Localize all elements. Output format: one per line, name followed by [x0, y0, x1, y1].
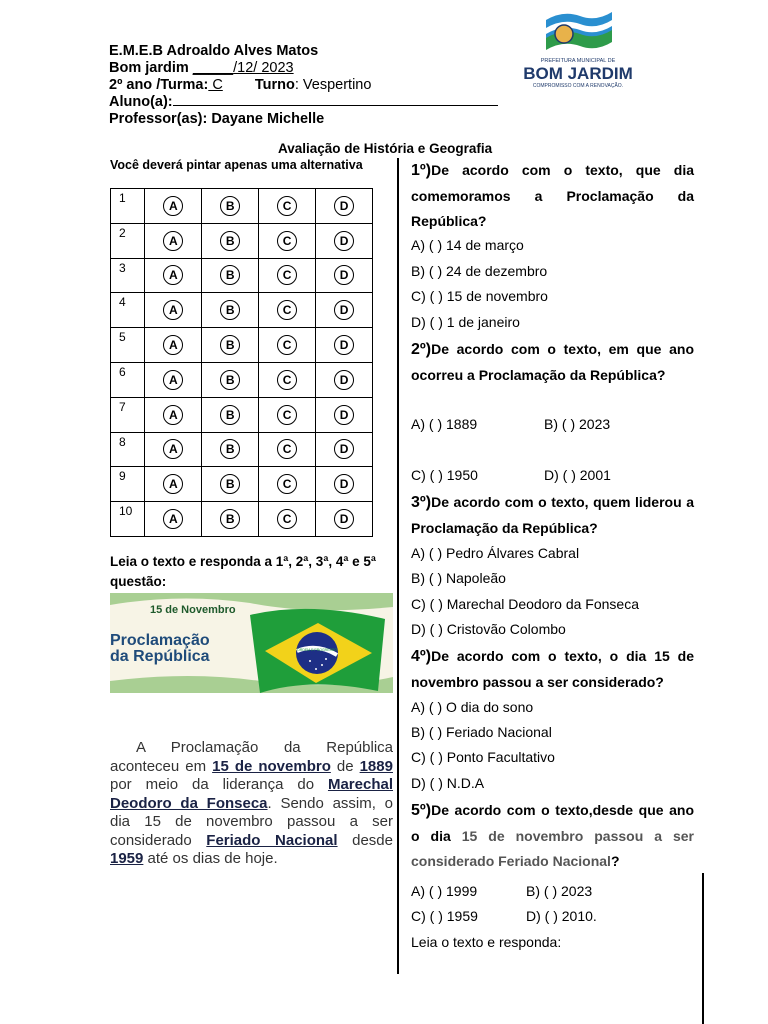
answer-bubble-d[interactable]: D — [334, 405, 354, 425]
right-border-line — [702, 873, 704, 1024]
answer-grid-row — [111, 432, 373, 467]
row-number-cell — [111, 328, 145, 363]
answer-grid-row — [111, 189, 373, 224]
answer-cell — [202, 258, 259, 293]
answer-cell — [202, 502, 259, 537]
date-label: Bom jardim — [109, 60, 189, 76]
answer-cell — [316, 362, 373, 397]
row-number: 10 — [119, 504, 133, 519]
answer-cell — [259, 432, 316, 467]
passage-text: de — [330, 757, 360, 775]
question-2 — [411, 337, 694, 388]
proclamation-banner — [110, 593, 393, 693]
answer-bubble-c[interactable]: C — [277, 231, 297, 251]
answer-cell — [259, 223, 316, 258]
question-text-highlight: 15 de novembro passou a ser considerado Feriado Nacional — [411, 827, 695, 869]
answer-cell — [259, 362, 316, 397]
answer-bubble-c[interactable]: C — [277, 196, 297, 216]
reading-prompt: Leia o texto e responda a 1ª, 2ª, 3ª, 4ª e 5ª questão: — [110, 554, 376, 589]
q1-option-d[interactable]: D) ( ) 1 de janeiro — [411, 314, 520, 330]
answer-bubble-b[interactable]: B — [220, 196, 240, 216]
question-number: 1º) — [411, 162, 432, 179]
q3-option-b[interactable]: B) ( ) Napoleão — [411, 570, 506, 586]
answer-bubble-d[interactable]: D — [334, 265, 354, 285]
answer-cell — [202, 328, 259, 363]
passage-text: por meio da liderança do — [110, 776, 328, 793]
answer-cell — [202, 467, 259, 502]
q5-option-c[interactable]: C) ( ) 1959 — [411, 908, 478, 924]
question-number: 2º) — [411, 341, 432, 358]
answer-bubble-c[interactable]: C — [277, 370, 297, 390]
answer-grid-row — [111, 223, 373, 258]
answer-cell — [145, 189, 202, 224]
answer-bubble-a[interactable]: A — [163, 300, 183, 320]
question-text: De acordo com o texto,desde que ano o dia — [411, 802, 694, 844]
answer-cell — [145, 328, 202, 363]
answer-cell — [316, 293, 373, 328]
question-text: ? — [610, 853, 620, 869]
q1-option-a[interactable]: A) ( ) 14 de março — [411, 237, 524, 253]
q3-option-c[interactable]: C) ( ) Marechal Deodoro da Fonseca — [411, 596, 639, 612]
student-line — [109, 94, 498, 111]
city-hall-logo — [508, 6, 648, 96]
answer-cell — [316, 223, 373, 258]
class-value: C — [208, 77, 223, 93]
question-number: 5º) — [411, 802, 432, 819]
answer-bubble-b[interactable]: B — [220, 335, 240, 355]
answer-cell — [145, 293, 202, 328]
answer-cell — [202, 223, 259, 258]
q5-option-b[interactable]: B) ( ) 2023 — [526, 883, 593, 899]
answer-cell — [145, 258, 202, 293]
answer-grid — [110, 188, 373, 537]
row-number-cell — [111, 223, 145, 258]
answer-bubble-c[interactable]: C — [277, 405, 297, 425]
answer-bubble-d[interactable]: D — [334, 231, 354, 251]
question-5 — [411, 798, 694, 875]
answer-cell — [259, 189, 316, 224]
row-number: 6 — [119, 364, 126, 379]
answer-cell — [316, 502, 373, 537]
row-number: 3 — [119, 260, 126, 275]
logo-name: BOM JARDIM — [523, 64, 633, 83]
answer-bubble-c[interactable]: C — [277, 439, 297, 459]
student-name-field[interactable] — [173, 94, 498, 106]
answer-grid-row — [111, 293, 373, 328]
answer-cell — [202, 362, 259, 397]
answer-bubble-a[interactable]: A — [163, 405, 183, 425]
answer-cell — [316, 258, 373, 293]
answer-bubble-b[interactable]: B — [220, 231, 240, 251]
date-value: /12/ 2023 — [233, 60, 294, 76]
answer-bubble-b[interactable]: B — [220, 265, 240, 285]
answer-cell — [202, 189, 259, 224]
date-line — [109, 60, 294, 77]
q4-option-c[interactable]: C) ( ) Ponto Facultativo — [411, 749, 555, 765]
answer-cell — [316, 467, 373, 502]
answer-bubble-a[interactable]: A — [163, 265, 183, 285]
question-text: De acordo com o texto, que dia comemoramos a Proclamação da República? — [411, 162, 694, 229]
banner-date: 15 de Novembro — [150, 604, 236, 616]
row-number-cell — [111, 397, 145, 432]
question-text: De acordo com o texto, quem liderou a Proclamação da República? — [411, 494, 694, 536]
answer-bubble-d[interactable]: D — [334, 509, 354, 529]
answer-bubble-a[interactable]: A — [163, 335, 183, 355]
passage-highlight: 15 de novembro — [212, 757, 331, 775]
answer-bubble-a[interactable]: A — [163, 370, 183, 390]
logo-line1: PREFEITURA MUNICIPAL DE — [540, 58, 616, 64]
answer-cell — [259, 502, 316, 537]
q3-option-a[interactable]: A) ( ) Pedro Álvares Cabral — [411, 545, 580, 561]
answer-bubble-a[interactable]: A — [163, 509, 183, 529]
answer-grid-row — [111, 328, 373, 363]
answer-cell — [259, 293, 316, 328]
question-4 — [411, 644, 694, 695]
answer-bubble-c[interactable]: C — [277, 509, 297, 529]
footer-prompt: Leia o texto e responda: — [411, 934, 562, 950]
q4-option-b[interactable]: B) ( ) Feriado Nacional — [411, 724, 552, 740]
answer-cell — [202, 432, 259, 467]
passage-highlight: 1889 — [359, 757, 393, 775]
q2-option-b[interactable]: B) ( ) 2023 — [544, 416, 611, 432]
answer-cell — [316, 397, 373, 432]
flag-emblem-icon — [546, 12, 612, 50]
question-3 — [411, 490, 694, 541]
row-number-cell — [111, 432, 145, 467]
passage-text: A Proclamação da República aconteceu em — [110, 739, 393, 775]
answer-grid-row — [111, 397, 373, 432]
passage-text: até os dias de hoje. — [143, 850, 278, 867]
answer-bubble-d[interactable]: D — [334, 300, 354, 320]
row-number-cell — [111, 362, 145, 397]
passage-highlight: 1959 — [110, 850, 144, 867]
answer-bubble-d[interactable]: D — [334, 196, 354, 216]
instruction-text: Você deverá pintar apenas uma alternativa — [110, 158, 363, 172]
question-number: 3º) — [411, 494, 432, 511]
answer-bubble-a[interactable]: A — [163, 231, 183, 251]
answer-cell — [259, 397, 316, 432]
row-number-cell — [111, 502, 145, 537]
question-number: 4º) — [411, 648, 432, 665]
passage-text: desde — [337, 831, 393, 849]
passage-highlight: Marechal Deodoro da Fonseca — [110, 776, 393, 812]
answer-cell — [145, 397, 202, 432]
answer-cell — [202, 397, 259, 432]
q1-option-b[interactable]: B) ( ) 24 de dezembro — [411, 263, 548, 279]
shift-value: : Vespertino — [294, 77, 372, 93]
answer-grid-row — [111, 502, 373, 537]
answer-bubble-d[interactable]: D — [334, 439, 354, 459]
answer-cell — [145, 467, 202, 502]
answer-cell — [259, 467, 316, 502]
answer-bubble-b[interactable]: B — [220, 439, 240, 459]
answer-bubble-d[interactable]: D — [334, 335, 354, 355]
page-title: Avaliação de História e Geografia — [278, 141, 493, 156]
answer-bubble-b[interactable]: B — [220, 509, 240, 529]
answer-grid-row — [111, 467, 373, 502]
q1-option-c[interactable]: C) ( ) 15 de novembro — [411, 288, 548, 304]
q5-option-d[interactable]: D) ( ) 2010. — [526, 908, 597, 924]
answer-bubble-b[interactable]: B — [220, 405, 240, 425]
answer-bubble-d[interactable]: D — [334, 370, 354, 390]
logo-tagline: COMPROMISSO COM A RENOVAÇÃO. — [532, 83, 624, 89]
answer-bubble-d[interactable]: D — [334, 474, 354, 494]
row-number: 9 — [119, 469, 126, 484]
answer-bubble-c[interactable]: C — [277, 474, 297, 494]
grade-line — [109, 77, 371, 94]
student-label: Aluno(a): — [109, 94, 173, 110]
question-1 — [411, 158, 694, 235]
answer-bubble-a[interactable]: A — [163, 474, 183, 494]
answer-cell — [145, 362, 202, 397]
answer-grid-row — [111, 258, 373, 293]
answer-bubble-a[interactable]: A — [163, 439, 183, 459]
row-number: 8 — [119, 434, 126, 449]
answer-cell — [202, 293, 259, 328]
reading-passage — [110, 739, 393, 869]
teacher-line: Professor(as): Dayane Michelle — [109, 111, 325, 127]
question-text: De acordo com o texto, em que ano ocorreu a Proclamação da República? — [411, 341, 694, 383]
answer-cell — [145, 223, 202, 258]
q2-option-a[interactable]: A) ( ) 1889 — [411, 416, 478, 432]
row-number-cell — [111, 467, 145, 502]
q4-option-d[interactable]: D) ( ) N.D.A — [411, 775, 485, 791]
school-name: E.M.E.B Adroaldo Alves Matos — [109, 43, 319, 59]
row-number: 1 — [119, 191, 126, 205]
answer-cell — [316, 328, 373, 363]
answer-bubble-c[interactable]: C — [277, 300, 297, 320]
q2-option-c[interactable]: C) ( ) 1950 — [411, 467, 478, 483]
column-divider — [397, 158, 399, 974]
row-number: 5 — [119, 330, 126, 345]
row-number-cell — [111, 293, 145, 328]
shift-label: Turno — [254, 77, 295, 93]
row-number-cell — [111, 258, 145, 293]
q4-option-a[interactable]: A) ( ) O dia do sono — [411, 699, 534, 715]
answer-cell — [316, 189, 373, 224]
row-number: 4 — [119, 295, 126, 310]
answer-cell — [259, 258, 316, 293]
flag-motto: ORDEM E PROGRESSO — [297, 648, 337, 652]
answer-bubble-b[interactable]: B — [220, 300, 240, 320]
q2-option-d[interactable]: D) ( ) 2001 — [544, 467, 611, 483]
answer-cell — [316, 432, 373, 467]
answer-bubble-c[interactable]: C — [277, 335, 297, 355]
date-blank[interactable]: _____ — [192, 60, 234, 76]
answer-bubble-b[interactable]: B — [220, 474, 240, 494]
passage-highlight: Feriado Nacional — [206, 831, 338, 849]
answer-bubble-a[interactable]: A — [163, 196, 183, 216]
brazil-flag-icon — [250, 609, 385, 693]
q5-option-a[interactable]: A) ( ) 1999 — [411, 883, 478, 899]
answer-cell — [145, 502, 202, 537]
banner-title-line1: Proclamação — [110, 632, 210, 649]
answer-cell — [145, 432, 202, 467]
row-number: 2 — [119, 225, 126, 240]
row-number-cell — [111, 189, 145, 224]
grade-label: 2º ano /Turma: — [109, 77, 209, 93]
passage-text: . Sendo assim, o dia 15 de novembro passou a ser considerado — [110, 794, 393, 849]
answer-cell — [259, 328, 316, 363]
q3-option-d[interactable]: D) ( ) Cristovão Colombo — [411, 621, 566, 637]
question-text: De acordo com o texto, o dia 15 de novembro passou a ser considerado? — [411, 648, 694, 690]
answer-bubble-b[interactable]: B — [220, 370, 240, 390]
row-number: 7 — [119, 399, 126, 414]
answer-grid-row — [111, 362, 373, 397]
answer-bubble-c[interactable]: C — [277, 265, 297, 285]
banner-title-line2: da República — [110, 648, 210, 665]
